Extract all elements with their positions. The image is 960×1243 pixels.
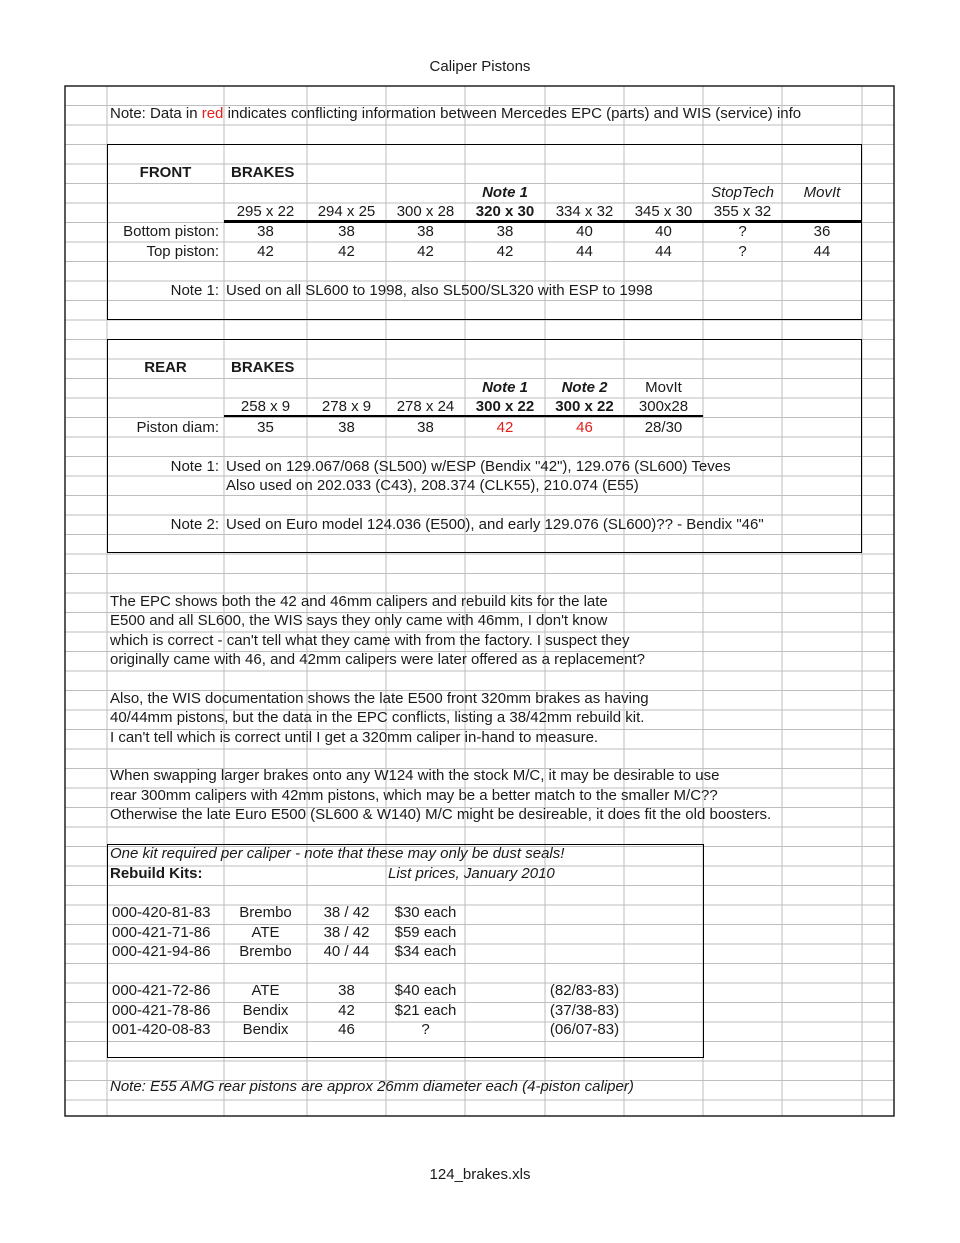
kit-brand: Brembo bbox=[239, 904, 292, 921]
kit-price: $40 each bbox=[394, 982, 457, 999]
rear-piston-diam-label: Piston diam: bbox=[136, 419, 219, 436]
front-top-piston-5: 44 bbox=[655, 243, 672, 260]
kit-price: $59 each bbox=[394, 923, 457, 941]
front-top-piston-6: ? bbox=[738, 243, 747, 260]
kits-prices-label: List prices, January 2010 bbox=[388, 865, 555, 882]
rear-note2-text: Used on Euro model 124.036 (E500), and early 129.076 (SL600)?? - Bendix "46" bbox=[226, 516, 764, 533]
kit-size: 42 bbox=[338, 1001, 355, 1019]
rear-size-2: 278 x 24 bbox=[396, 398, 455, 415]
kit-price: ? bbox=[421, 1021, 430, 1038]
front-top-piston-0: 42 bbox=[257, 243, 274, 260]
rear-piston-diam-2: 38 bbox=[417, 419, 434, 436]
kit-reference: (37/38-83) bbox=[549, 1001, 620, 1019]
rear-header-underline bbox=[224, 415, 703, 417]
kit-part-number: 000-421-94-86 bbox=[112, 943, 211, 960]
kit-brand: ATE bbox=[251, 923, 280, 941]
paragraph2-line3: I can't tell which is correct until I get a 320mm caliper in-hand to measure. bbox=[110, 729, 599, 746]
page-title: Caliper Pistons bbox=[429, 58, 531, 75]
paragraph3-line1: When swapping larger brakes onto any W124 with the stock M/C, it may be desirable to use bbox=[110, 767, 720, 784]
kit-size: 46 bbox=[338, 1021, 355, 1038]
front-top-piston-label: Top piston: bbox=[146, 243, 219, 260]
front-bottom-piston-0: 38 bbox=[257, 223, 274, 240]
intro-note-post: indicates conflicting information between Mercedes EPC (parts) and WIS (service) info bbox=[223, 105, 802, 122]
front-bottom-piston-5: 40 bbox=[655, 223, 672, 240]
front-header-note-3: Note 1 bbox=[482, 184, 528, 201]
front-top-piston-1: 42 bbox=[338, 243, 355, 260]
front-size-1: 294 x 25 bbox=[317, 203, 376, 220]
rear-piston-diam-4: 46 bbox=[576, 419, 593, 436]
kit-brand: Bendix bbox=[242, 1021, 289, 1038]
rear-header-note-3: Note 1 bbox=[482, 379, 528, 396]
kit-size: 38 / 42 bbox=[323, 904, 370, 921]
rear-piston-diam-1: 38 bbox=[338, 419, 355, 436]
footnote: Note: E55 AMG rear pistons are approx 26mm diameter each (4-piston caliper) bbox=[110, 1078, 634, 1095]
kit-reference: (06/07-83) bbox=[549, 1021, 620, 1038]
rear-size-5: 300x28 bbox=[638, 398, 689, 415]
front-bottom-piston-label: Bottom piston: bbox=[123, 223, 219, 240]
rear-note2-label: Note 2: bbox=[170, 516, 219, 533]
paragraph1-line3: which is correct - can't tell what they came with from the factory. I suspect they bbox=[110, 632, 630, 649]
front-bottom-piston-4: 40 bbox=[576, 223, 593, 240]
kit-size: 38 bbox=[338, 982, 355, 999]
paragraph1-line4: originally came with 46, and 42mm calipers were later offered as a replacement? bbox=[110, 651, 645, 668]
kit-brand: ATE bbox=[251, 982, 280, 999]
front-size-2: 300 x 28 bbox=[396, 203, 455, 220]
front-header-underline bbox=[224, 220, 861, 223]
front-top-piston-7: 44 bbox=[813, 243, 831, 260]
rear-size-1: 278 x 9 bbox=[321, 398, 372, 415]
front-bottom-piston-7: 36 bbox=[813, 223, 831, 240]
front-size-0: 295 x 22 bbox=[236, 203, 295, 220]
rear-note1-line2: Also used on 202.033 (C43), 208.374 (CLK55), 210.074 (E55) bbox=[226, 477, 639, 494]
paragraph2-line2: 40/44mm pistons, but the data in the EPC conflicts, listing a 38/42mm rebuild kit. bbox=[110, 709, 645, 726]
front-label: FRONT bbox=[139, 164, 192, 181]
rear-label: REAR bbox=[144, 359, 187, 376]
front-bottom-piston-1: 38 bbox=[338, 223, 355, 240]
front-size-5: 345 x 30 bbox=[634, 203, 693, 220]
front-bottom-piston-3: 38 bbox=[496, 223, 514, 240]
rear-header-note-4: Note 2 bbox=[561, 379, 608, 396]
rear-piston-diam-0: 35 bbox=[257, 419, 274, 436]
front-header-note-7: MovIt bbox=[803, 184, 841, 201]
paragraph1-line1: The EPC shows both the 42 and 46mm calipers and rebuild kits for the late bbox=[110, 593, 608, 610]
rear-label-brakes: BRAKES bbox=[231, 359, 295, 376]
intro-note-pre: Note: Data in bbox=[110, 105, 202, 122]
kit-reference: (82/83-83) bbox=[549, 982, 620, 999]
kit-part-number: 001-420-08-83 bbox=[112, 1021, 211, 1038]
rear-piston-diam-5: 28/30 bbox=[644, 419, 683, 436]
front-bottom-piston-2: 38 bbox=[417, 223, 434, 240]
footer-filename: 124_brakes.xls bbox=[429, 1166, 531, 1183]
front-top-piston-3: 42 bbox=[496, 243, 514, 260]
kit-size: 38 / 42 bbox=[323, 923, 370, 941]
front-top-piston-2: 42 bbox=[417, 243, 434, 260]
intro-note bbox=[110, 104, 801, 124]
kit-part-number: 000-421-72-86 bbox=[112, 982, 211, 999]
rear-note1-line1: Used on 129.067/068 (SL500) w/ESP (Bendix "42"), 129.076 (SL600) Teves bbox=[226, 458, 731, 475]
kits-title: Rebuild Kits: bbox=[110, 865, 203, 882]
front-label-brakes: BRAKES bbox=[231, 164, 295, 181]
rear-size-4: 300 x 22 bbox=[555, 398, 614, 415]
front-bottom-piston-6: ? bbox=[738, 223, 747, 240]
paragraph2-line1: Also, the WIS documentation shows the late E500 front 320mm brakes as having bbox=[110, 690, 649, 707]
intro-note-red-word: red bbox=[201, 105, 224, 122]
rear-size-3: 300 x 22 bbox=[475, 398, 535, 415]
front-header-note-6: StopTech bbox=[711, 184, 774, 201]
paragraph1-line2: E500 and all SL600, the WIS says they only came with 46mm, I don't know bbox=[110, 612, 608, 629]
kit-brand: Brembo bbox=[239, 943, 292, 960]
kit-part-number: 000-420-81-83 bbox=[112, 904, 211, 921]
front-size-4: 334 x 32 bbox=[555, 203, 614, 220]
kit-part-number: 000-421-71-86 bbox=[112, 923, 211, 941]
kits-note: One kit required per caliper - note that these may only be dust seals! bbox=[110, 845, 565, 862]
kit-size: 40 / 44 bbox=[323, 943, 370, 960]
rear-note1-label: Note 1: bbox=[170, 458, 219, 475]
rear-size-0: 258 x 9 bbox=[240, 398, 291, 415]
paragraph3-line3: Otherwise the late Euro E500 (SL600 & W140) M/C might be desireable, it does fit the old boosters. bbox=[110, 806, 772, 823]
front-note1-label: Note 1: bbox=[170, 282, 219, 299]
kit-price: $21 each bbox=[394, 1001, 457, 1019]
kit-part-number: 000-421-78-86 bbox=[112, 1001, 211, 1019]
front-size-3: 320 x 30 bbox=[475, 203, 535, 220]
front-size-6: 355 x 32 bbox=[713, 203, 772, 220]
rear-header-note-5: MovIt bbox=[645, 379, 682, 396]
paragraph3-line2: rear 300mm calipers with 42mm pistons, which may be a better match to the smaller M/C?? bbox=[110, 787, 718, 804]
rear-piston-diam-3: 42 bbox=[496, 419, 514, 436]
kit-brand: Bendix bbox=[242, 1001, 289, 1019]
front-note1-text: Used on all SL600 to 1998, also SL500/SL320 with ESP to 1998 bbox=[226, 282, 653, 299]
front-top-piston-4: 44 bbox=[576, 243, 593, 260]
kit-price: $34 each bbox=[394, 943, 457, 960]
kit-price: $30 each bbox=[394, 904, 457, 921]
